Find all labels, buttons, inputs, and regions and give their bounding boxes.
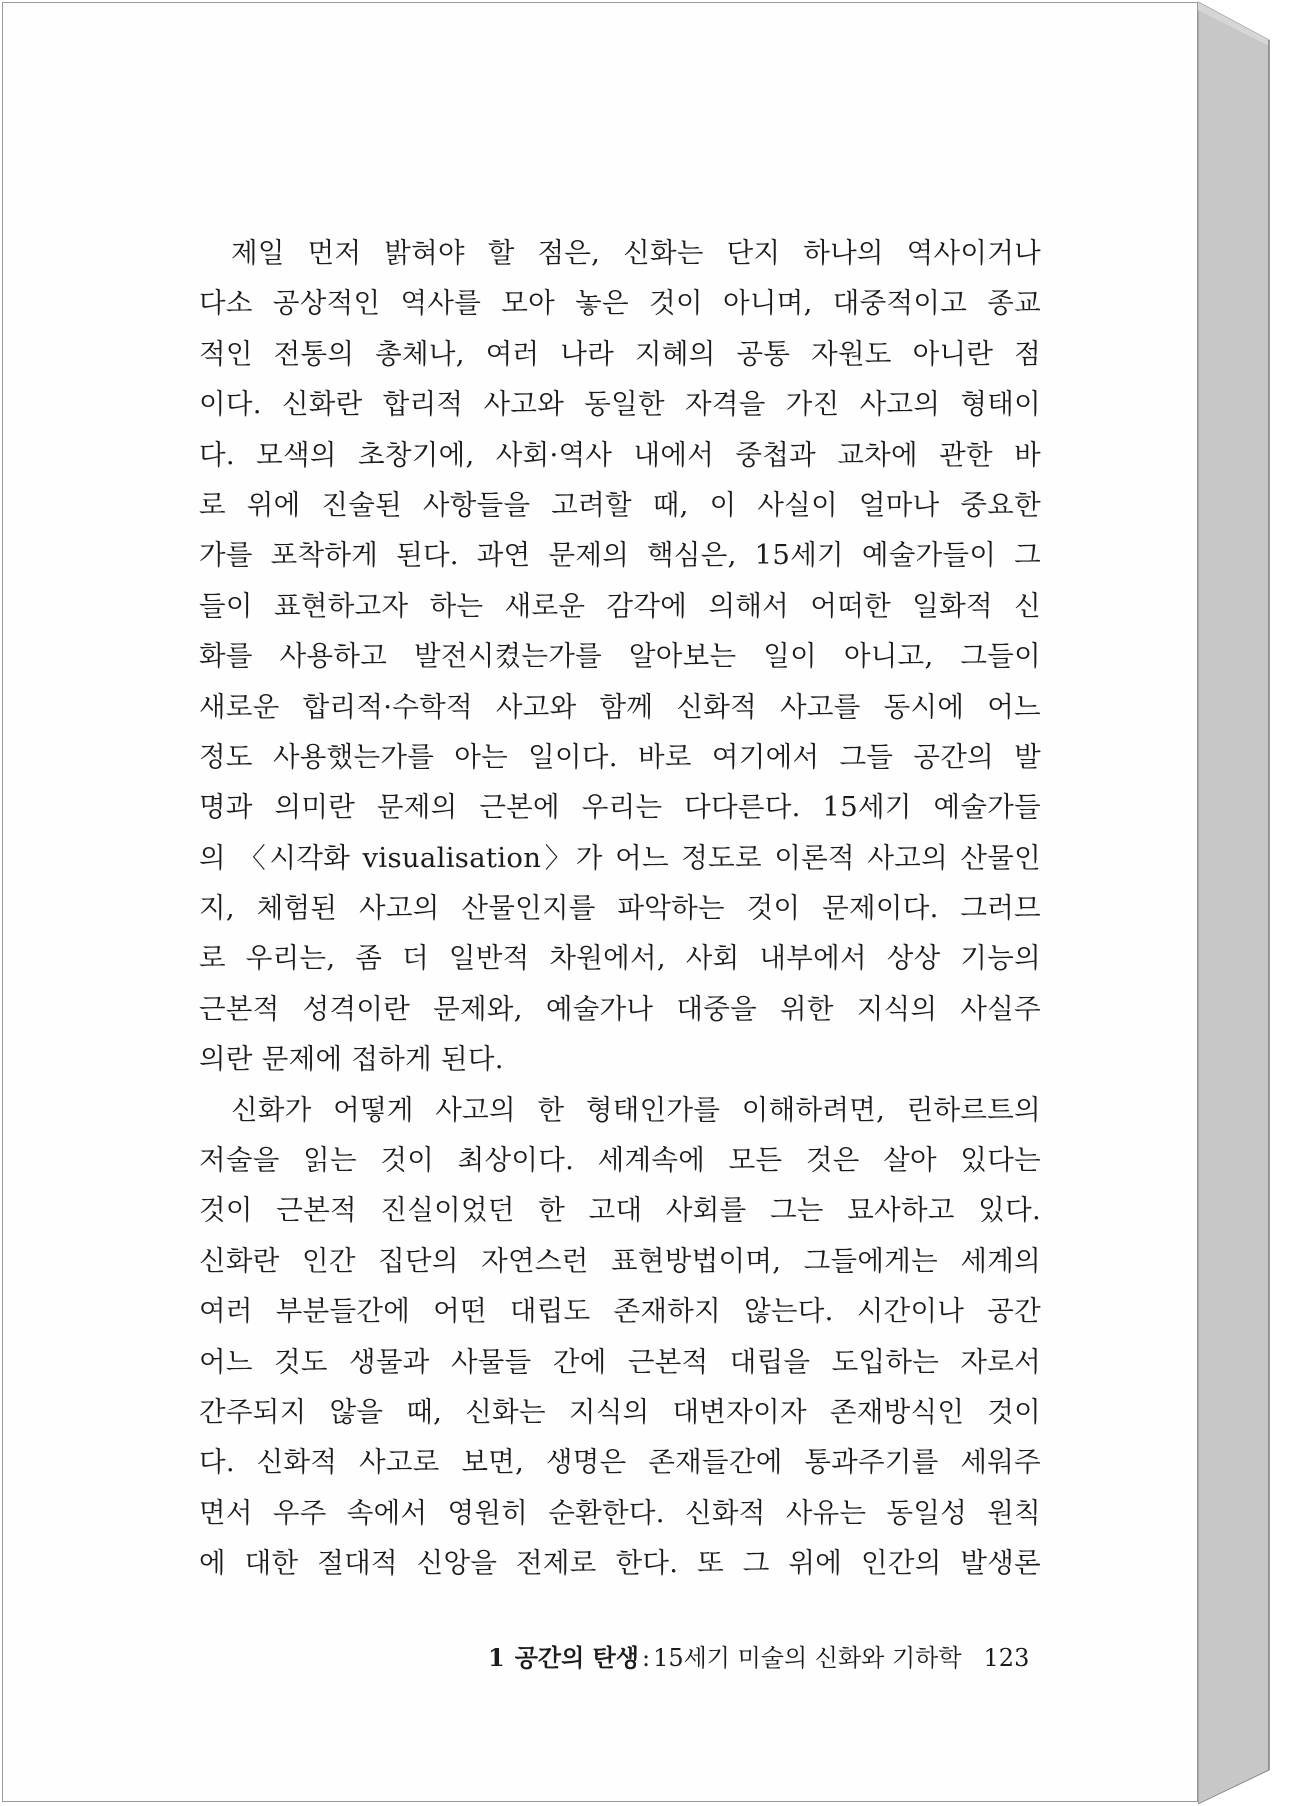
text-line: 명과 의미란 문제의 근본에 우리는 다다른다. 15세기 예술가들 [199, 791, 1041, 824]
text-line: 로 우리는, 좀 더 일반적 차원에서, 사회 내부에서 상상 기능의 [199, 942, 1041, 975]
text-line: 화를 사용하고 발전시켰는가를 알아보는 일이 아니고, 그들이 [199, 640, 1041, 673]
title-separator: : [641, 1644, 651, 1672]
text-line: 가를 포착하게 된다. 과연 문제의 핵심은, 15세기 예술가들이 그 [199, 539, 1041, 572]
text-line: 지, 체험된 사고의 산물인지를 파악하는 것이 문제이다. 그러므 [199, 892, 1041, 925]
text-line: 로 위에 진술된 사항들을 고려할 때, 이 사실이 얼마나 중요한 [199, 488, 1041, 521]
text-line: 제일 먼저 밝혀야 할 점은, 신화는 단지 하나의 역사이거나 [231, 237, 1041, 269]
text-line: 간주되지 않을 때, 신화는 지식의 대변자이자 존재방식인 것이 [199, 1395, 1041, 1428]
text-line: 저술을 읽는 것이 최상이다. 세계속에 모든 것은 살아 있다는 [199, 1144, 1041, 1177]
body-text [199, 228, 1041, 1589]
text-line: 것이 근본적 진실이었던 한 고대 사회를 그는 묘사하고 있다. [199, 1194, 1041, 1227]
chapter-title: 공간의 탄생 [514, 1643, 639, 1672]
paragraph-1 [199, 228, 1041, 1085]
text-line: 의 〈시각화 visualisation〉가 어느 정도로 이론적 사고의 산물인 [199, 841, 1041, 874]
text-line: 새로운 합리적·수학적 사고와 함께 신화적 사고를 동시에 어느 [199, 690, 1041, 723]
text-line: 다소 공상적인 역사를 모아 놓은 것이 아니며, 대중적이고 종교 [199, 287, 1041, 320]
text-line: 어느 것도 생물과 사물들 간에 근본적 대립을 도입하는 자로서 [199, 1345, 1041, 1378]
text-line: 에 대한 절대적 신앙을 전제로 한다. 또 그 위에 인간의 발생론 [199, 1547, 1041, 1580]
page-number: 123 [983, 1644, 1030, 1672]
text-line: 들이 표현하고자 하는 새로운 감각에 의해서 어떠한 일화적 신 [199, 589, 1041, 622]
text-line: 신화란 인간 집단의 자연스런 표현방법이며, 그들에게는 세계의 [199, 1244, 1041, 1277]
text-line: 정도 사용했는가를 아는 일이다. 바로 여기에서 그들 공간의 발 [199, 740, 1041, 773]
text-line: 적인 전통의 총체나, 여러 나라 지혜의 공통 자원도 아니란 점 [199, 337, 1041, 370]
chapter-subtitle: 15세기 미술의 신화와 기하학 [653, 1644, 962, 1672]
text-line: 근본적 성격이란 문제와, 예술가나 대중을 위한 지식의 사실주 [199, 992, 1041, 1025]
text-line: 의란 문제에 접하게 된다. [199, 1043, 504, 1076]
text-line: 다. 신화적 사고로 보면, 생명은 존재들간에 통과주기를 세워주 [199, 1446, 1041, 1479]
text-line: 다. 모색의 초창기에, 사회·역사 내에서 중첩과 교차에 관한 바 [199, 438, 1041, 471]
book-page-edge [1198, 0, 1307, 1806]
text-line: 신화가 어떻게 사고의 한 형태인가를 이해하려면, 린하르트의 [231, 1093, 1041, 1126]
paragraph-2 [199, 1085, 1041, 1589]
chapter-number: 1 [488, 1643, 505, 1672]
text-line: 이다. 신화란 합리적 사고와 동일한 자격을 가진 사고의 형태이 [199, 388, 1041, 421]
text-line: 면서 우주 속에서 영원히 순환한다. 신화적 사유는 동일성 원칙 [199, 1496, 1041, 1529]
running-footer [488, 1638, 1029, 1673]
text-line: 여러 부분들간에 어떤 대립도 존재하지 않는다. 시간이나 공간 [199, 1295, 1041, 1328]
